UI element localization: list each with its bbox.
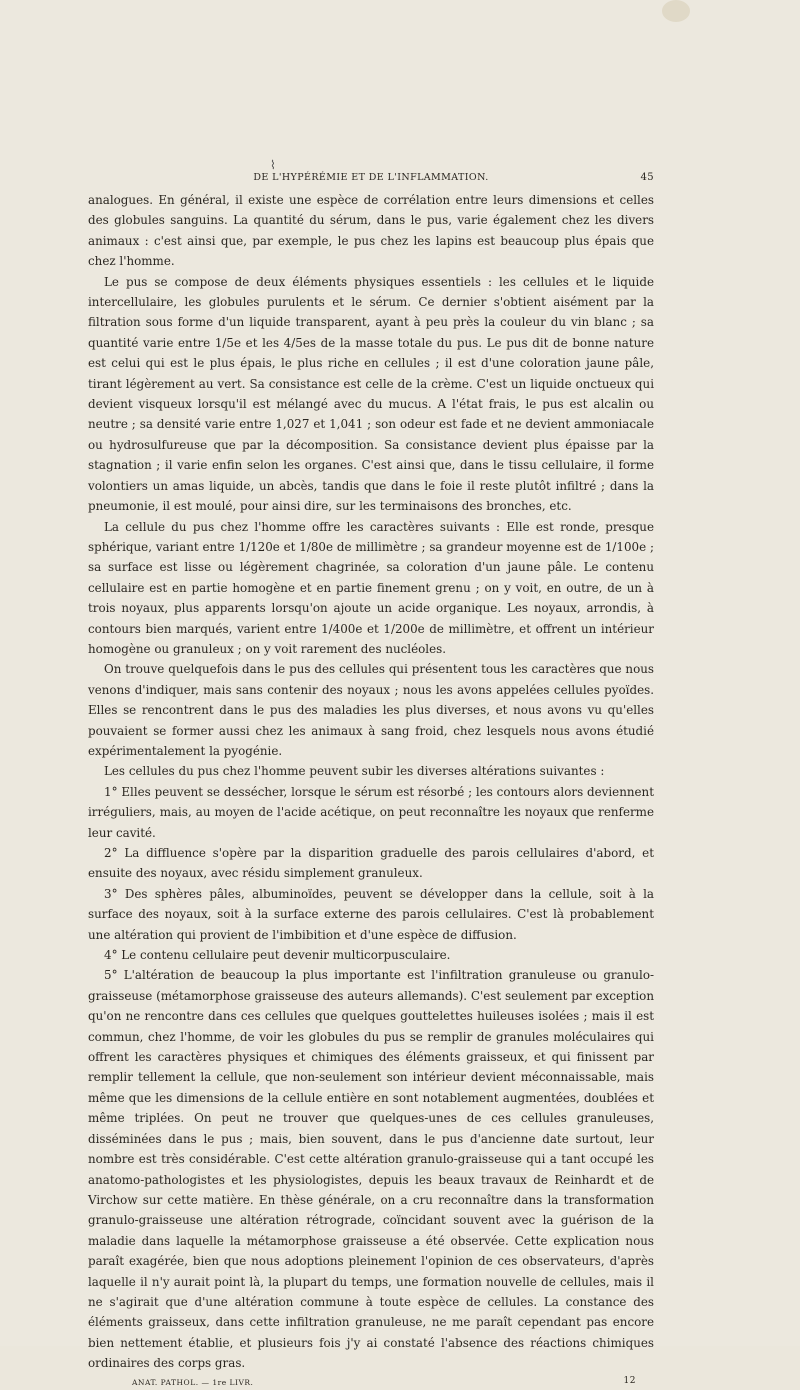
paragraph: analogues. En général, il existe une espèce de corrélation entre leurs dimensions et celles des globules sanguins. La quantité du sérum, dans le pus, varie également chez les divers animaux : c'est ainsi que, par exemple, le pus chez les lapins est beaucoup plus épais que chez l'homme. <box>88 193 654 269</box>
paragraph: 2° La diffluence s'opère par la disparition graduelle des parois cellulaires d'abord, et ensuite des noyaux, avec résidu simplement granuleux. <box>88 846 654 881</box>
paragraph: 1° Elles peuvent se dessécher, lorsque le sérum est résorbé ; les contours alors deviennent irréguliers, mais, au moyen de l'acide acétique, on peut reconnaître les noyaux que renferme leur cavité. <box>88 784 654 840</box>
margin-mark: ⌇ <box>270 158 277 172</box>
printer-signature: ANAT. PATHOL. — 1re LIVR. <box>132 1377 254 1387</box>
paragraph: La cellule du pus chez l'homme offre les caractères suivants : Elle est ronde, presque sphérique, variant entre 1/120e et 1/80e de millimètre ; sa grandeur moyenne est de 1/100e ; sa surface est lisse ou légèrement chagrinée, sa coloration d'un jaune pâle. Le contenu cellulaire est en partie homogène et en partie finement grenu ; on y voit, en outre, de un à trois noyaux, plus apparents lorsqu'on ajoute un acide organique. Les noyaux, arrondis, à contours bien marqués, varient entre 1/400e et 1/200e de millimètre, et offrent un intérieur homogène ou granuleux ; on y voit rarement des nucléoles. <box>88 519 654 656</box>
page-number: 45 <box>640 172 654 183</box>
page-footer <box>88 1376 654 1390</box>
paragraph: On trouve quelquefois dans le pus des cellules qui présentent tous les caractères que nous venons d'indiquer, mais sans contenir des noyaux ; nous les avons appelées cellules pyoïdes. Elles se rencontrent dans le pus des maladies les plus diverses, et nous avons vu qu'elles pouvaient se former aussi chez les animaux à sang froid, chez lesquels nous avons étudié expérimentalement la pyogénie. <box>88 662 654 758</box>
paper-stain <box>662 0 690 22</box>
gathering-number: 12 <box>623 1375 636 1386</box>
running-title: DE L'HYPÉRÉMIE ET DE L'INFLAMMATION. <box>253 172 489 183</box>
paragraph: Le pus se compose de deux éléments physiques essentiels : les cellules et le liquide intercellulaire, les globules purulents et le sérum. Ce dernier s'obtient aisément par la filtration sous forme d'un liquide transparent, ayant à peu près la couleur du vin blanc ; sa quantité varie entre 1/5e et les 4/5es de la masse totale du pus. Le pus dit de bonne nature est celui qui est le plus épais, le plus riche en cellules ; il est d'une coloration jaune pâle, tirant légèrement au vert. Sa consistance est celle de la crème. C'est un liquide onctueux qui devient visqueux lorsqu'il est mélangé avec du mucus. A l'état frais, le pus est alcalin ou neutre ; sa densité varie entre 1,027 et 1,041 ; son odeur est fade et ne devient ammoniacale ou hydrosulfureuse que par la décomposition. Sa consistance devient plus épaisse par la stagnation ; il varie enfin selon les organes. C'est ainsi que, dans le tissu cellulaire, il forme volontiers un amas liquide, un abcès, tandis que dans le foie il reste plutôt infiltré ; dans la pneumonie, il est moulé, pour ainsi dire, sur les terminaisons des bronches, etc. <box>88 274 654 514</box>
paragraph: 5° L'altération de beaucoup la plus importante est l'infiltration granuleuse ou granulo-graisseuse (métamorphose graisseuse des auteurs allemands). C'est seulement par exception qu'on ne rencontre dans ces cellules que quelques gouttelettes huileuses isolées ; mais il est commun, chez l'homme, de voir les globules du pus se remplir de granules moléculaires qui offrent les caractères physiques et chimiques des éléments graisseux, et qui finissent par remplir tellement la cellule, que non-seulement son intérieur devient méconnaissable, mais même que les dimensions de la cellule entière en sont notablement augmentées, doublées et même triplées. On peut ne trouver que quelques-unes de ces cellules granuleuses, disséminées dans le pus ; mais, bien souvent, dans le pus d'ancienne date surtout, leur nombre est très considérable. C'est cette altération granulo-graisseuse qui a tant occupé les anatomo-pathologistes et les physiologistes, depuis les beaux travaux de Reinhardt et de Virchow sur cette matière. En thèse générale, on a cru reconnaître dans la transformation granulo-graisseuse une altération rétrograde, coïncidant souvent avec la guérison de la maladie dans laquelle la métamorphose graisseuse a été observée. Cette explication nous paraît exagérée, bien que nous adoptions pleinement l'opinion de ces observateurs, d'après laquelle il n'y aurait point là, la plupart du temps, une formation nouvelle de cellules, mais il ne s'agirait que d'une altération commune à toute espèce de cellules. La constance des éléments graisseux, dans cette infiltration granuleuse, ne me paraît cependant pas encore bien nettement établie, et plusieurs fois j'y ai constaté l'absence des réactions chimiques ordinaires des corps gras. <box>88 968 654 1371</box>
paragraph: 4° Le contenu cellulaire peut devenir multicorpusculaire. <box>104 948 451 963</box>
paragraph: 3° Des sphères pâles, albuminoïdes, peuvent se développer dans la cellule, soit à la surface des noyaux, soit à la surface externe des parois cellulaires. C'est là probablement une altération qui provient de l'imbibition et d'une espèce de diffusion. <box>88 886 654 942</box>
body-text <box>88 190 654 1374</box>
paragraph: Les cellules du pus chez l'homme peuvent subir les diverses altérations suivantes : <box>104 764 605 779</box>
running-head <box>88 158 654 190</box>
page-content <box>88 158 654 1390</box>
